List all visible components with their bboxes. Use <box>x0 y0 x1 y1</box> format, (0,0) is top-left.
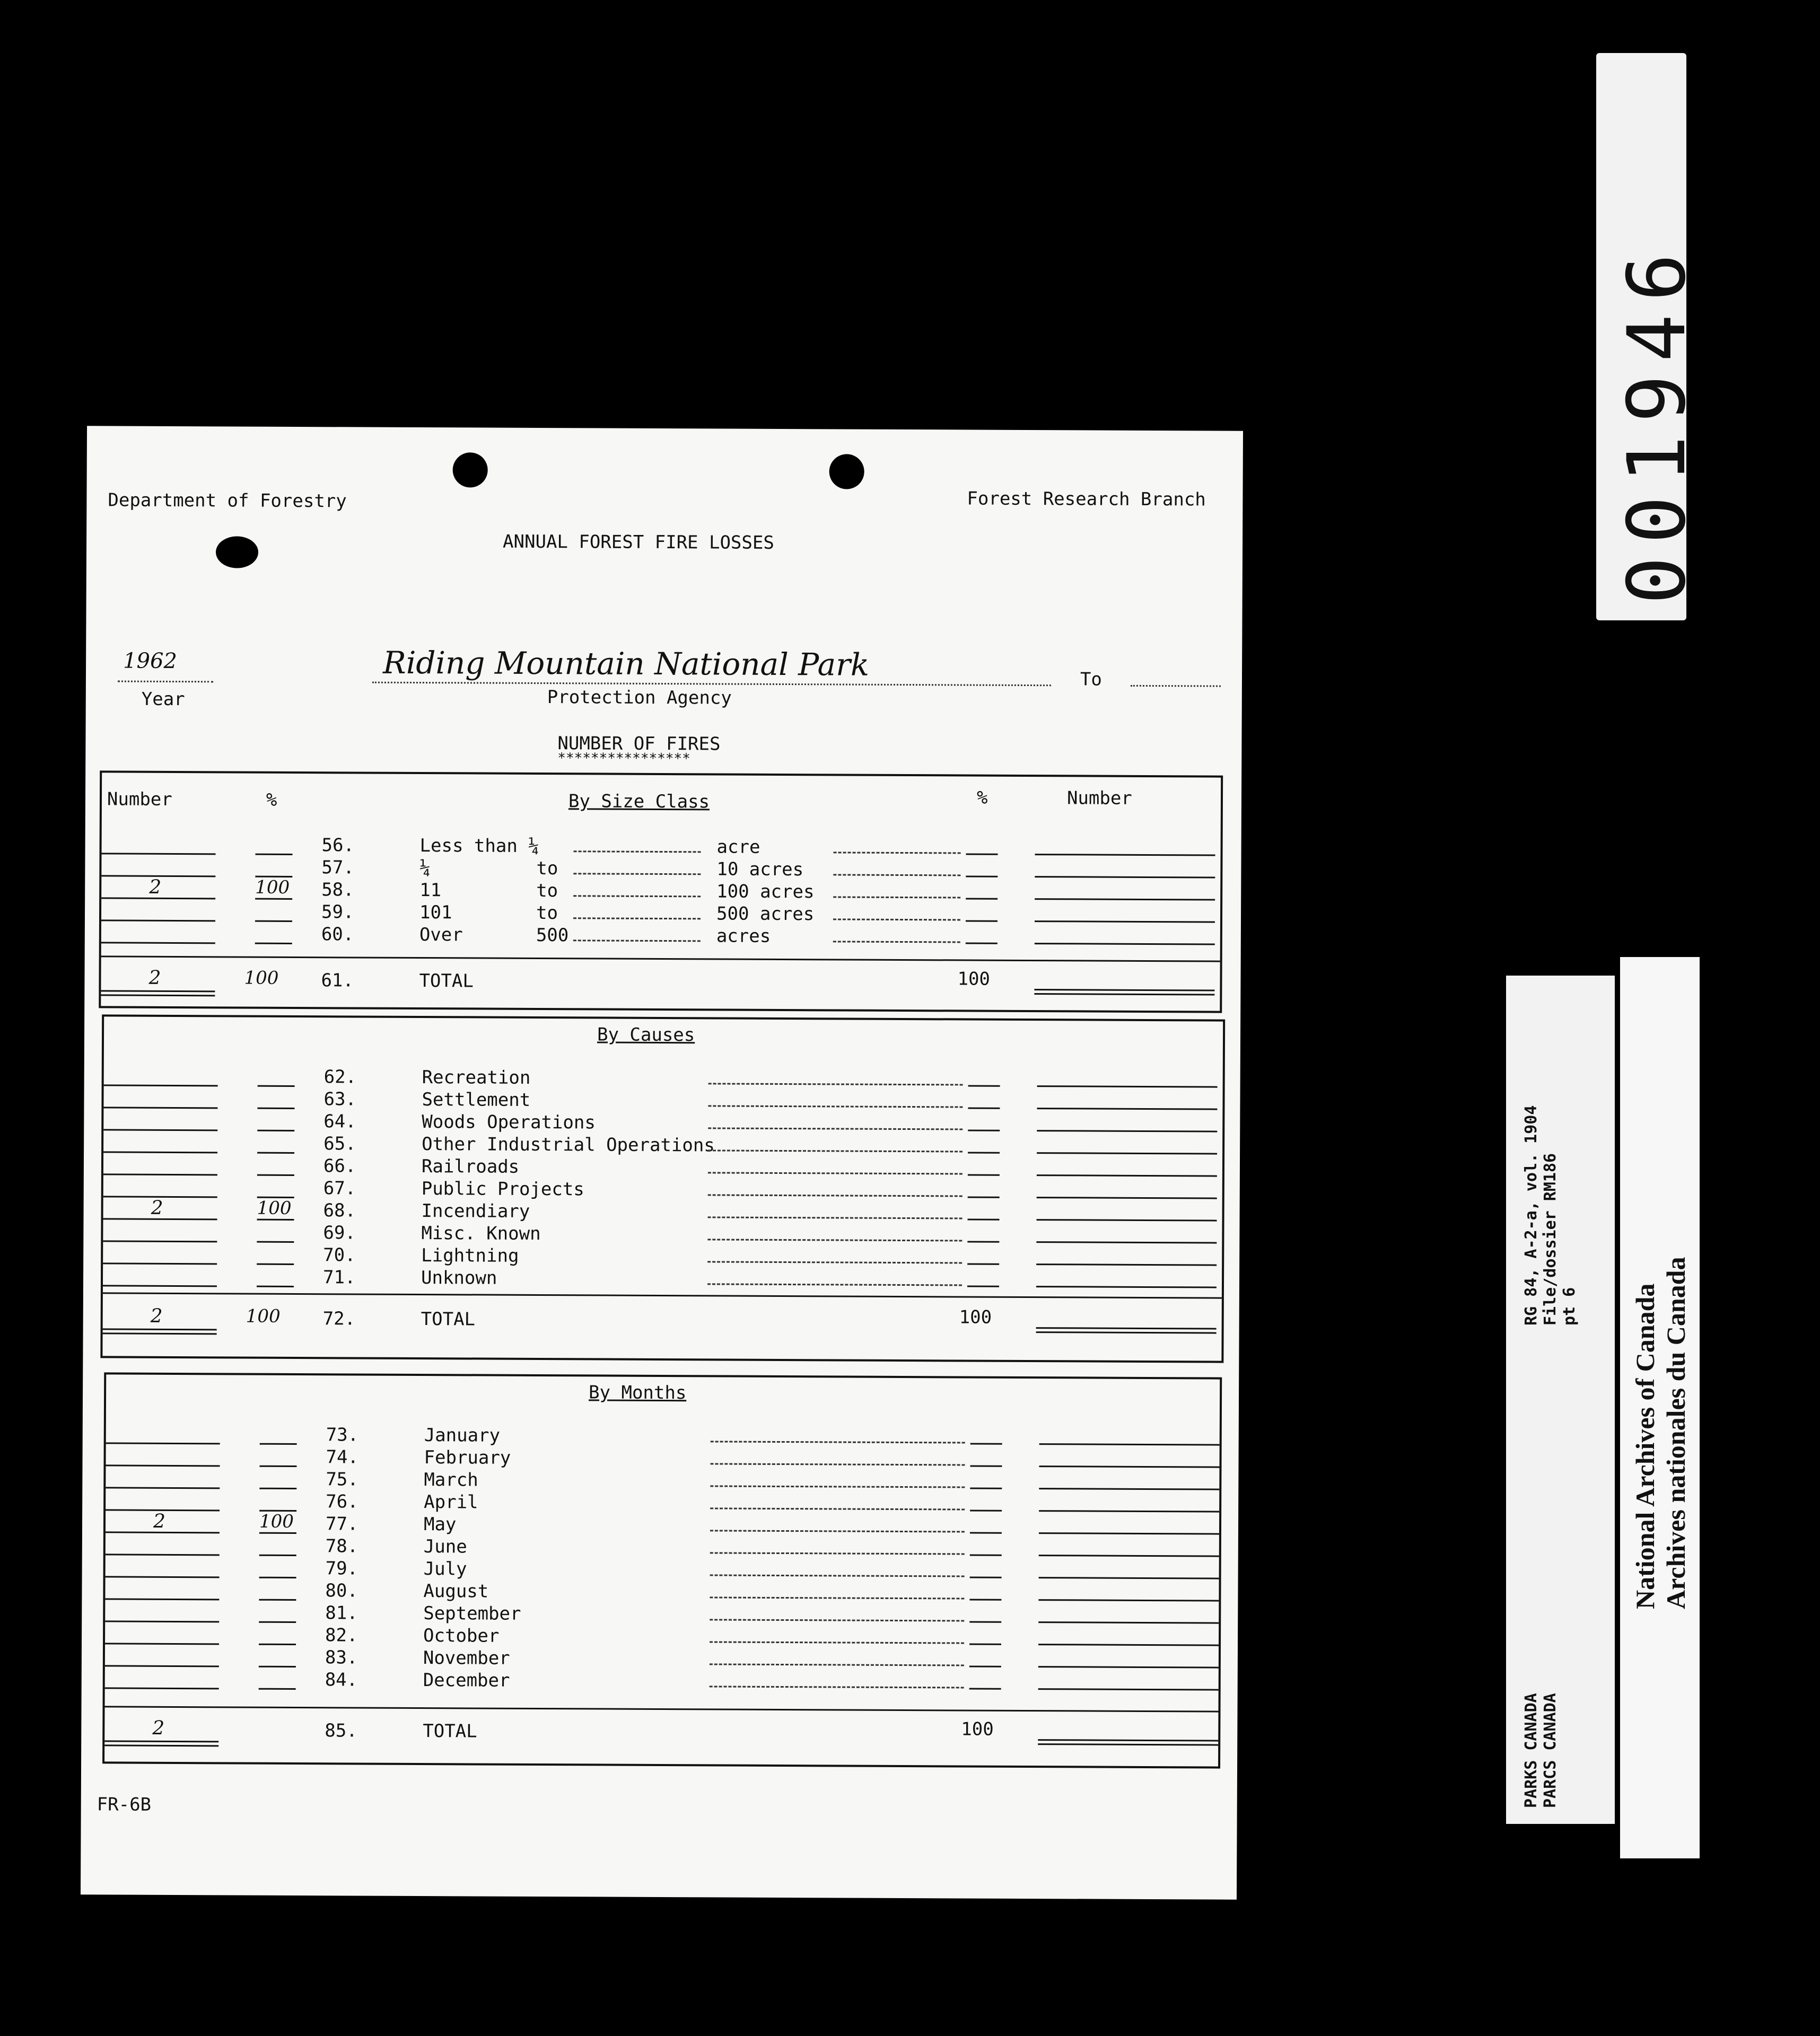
right-number-line <box>1037 1174 1217 1177</box>
right-pct-line <box>968 1152 1000 1154</box>
row-to: to <box>536 880 558 902</box>
row-number: 83. <box>325 1647 358 1669</box>
form-title: ANNUAL FOREST FIRE LOSSES <box>503 531 774 554</box>
number-blank-line <box>106 1442 220 1444</box>
pct-blank-line <box>257 1174 294 1176</box>
ref-line-3: pt 6 <box>1560 1287 1579 1326</box>
right-pct-line <box>969 1688 1001 1690</box>
right-pct-line <box>970 1532 1002 1534</box>
row-label: November <box>423 1647 510 1669</box>
archives-en: National Archives of Canada <box>1630 1283 1660 1609</box>
number-blank-line <box>103 1285 217 1287</box>
row-range-end: 100 acres <box>716 881 815 903</box>
national-archives-label <box>1620 957 1700 1858</box>
pct-blank-line <box>257 1130 294 1131</box>
right-pct-line <box>969 1621 1001 1623</box>
row-label: July <box>423 1558 467 1580</box>
right-number-line <box>1037 1152 1217 1154</box>
right-pct-line <box>968 1130 1000 1131</box>
row-number: 80. <box>325 1580 358 1602</box>
punch-hole-right <box>829 454 864 489</box>
row-number: 69. <box>323 1222 356 1244</box>
leader-dashes <box>710 1485 965 1488</box>
row-label: 101 <box>419 902 452 924</box>
ink-blot <box>216 536 258 568</box>
number-blank-line <box>101 919 215 922</box>
row-label: Recreation <box>422 1067 531 1089</box>
right-number-line <box>1039 1555 1219 1557</box>
row-label: Lightning <box>421 1245 519 1267</box>
number-blank-line <box>105 1687 219 1689</box>
total-number-line <box>1036 1331 1217 1333</box>
leader-dashes <box>708 1105 962 1108</box>
leader-dashes <box>708 1149 962 1152</box>
total-label: TOTAL <box>421 1309 476 1330</box>
number-blank-line <box>103 1107 217 1109</box>
right-number-line <box>1035 876 1215 878</box>
leader-dashes <box>833 874 960 876</box>
agency-value: Riding Mountain National Park <box>382 644 870 683</box>
col-header-pct-left: % <box>266 789 277 811</box>
pct-blank-line <box>259 1555 296 1556</box>
total-pct-value: 100 <box>246 1305 281 1327</box>
total-right-pct: 100 <box>959 1306 992 1328</box>
header-branch: Forest Research Branch <box>967 488 1206 511</box>
leader-dashes <box>710 1686 964 1688</box>
to-dots <box>1131 685 1221 687</box>
right-pct-line <box>968 1085 1000 1087</box>
leader-dashes <box>708 1127 962 1130</box>
right-number-line <box>1037 1130 1217 1132</box>
leader-dashes <box>708 1172 962 1174</box>
row-label: December <box>423 1670 510 1691</box>
right-number-line <box>1037 1085 1218 1087</box>
total-number-line <box>1034 993 1214 995</box>
pct-blank-line <box>259 1599 296 1601</box>
leader-dashes <box>833 941 960 943</box>
leader-dashes <box>573 917 701 919</box>
total-divider <box>101 955 1220 962</box>
row-to: to <box>536 902 558 924</box>
size-class-section <box>99 770 1223 1013</box>
right-number-line <box>1038 1644 1219 1646</box>
year-dots <box>118 681 213 683</box>
right-pct-line <box>968 1219 1000 1221</box>
right-number-line <box>1039 1443 1220 1445</box>
row-label: January <box>424 1425 501 1446</box>
row-number: 67. <box>323 1178 356 1199</box>
right-number-line <box>1039 1577 1219 1579</box>
total-count-value: 2 <box>152 1717 165 1739</box>
row-label: Incendiary <box>421 1200 530 1222</box>
pct-blank-line <box>259 1488 296 1489</box>
total-count-line <box>103 1332 217 1335</box>
number-blank-line <box>105 1665 219 1667</box>
number-blank-line <box>103 1262 217 1265</box>
row-label: ¼ <box>419 857 431 879</box>
number-blank-line <box>103 1240 217 1242</box>
causes-section <box>100 1014 1225 1363</box>
agency-label: Protection Agency <box>547 687 732 709</box>
pct-blank-line <box>259 1532 296 1534</box>
right-pct-line <box>970 1488 1002 1489</box>
parks-canada-fr: PARCS CANADA <box>1541 1693 1560 1808</box>
total-count-line <box>101 990 215 992</box>
row-label: Other Industrial Operations <box>422 1134 715 1156</box>
right-number-line <box>1035 920 1215 923</box>
right-pct-line <box>970 1577 1002 1578</box>
right-pct-line <box>970 1555 1002 1556</box>
row-number: 75. <box>326 1469 358 1490</box>
row-count-value: 2 <box>149 876 162 898</box>
row-number: 68. <box>323 1200 356 1222</box>
right-number-line <box>1039 1510 1219 1512</box>
total-right-pct: 100 <box>961 1718 994 1740</box>
right-pct-line <box>966 920 998 922</box>
leader-dashes <box>573 873 701 875</box>
pct-blank-line <box>256 854 293 855</box>
row-number: 84. <box>325 1669 358 1691</box>
row-label: Railroads <box>421 1156 520 1178</box>
year-label: Year <box>141 688 185 710</box>
row-number: 79. <box>325 1558 358 1579</box>
row-label: February <box>424 1447 511 1469</box>
leader-dashes <box>710 1574 965 1577</box>
right-number-line <box>1037 1219 1217 1221</box>
leader-dashes <box>710 1552 965 1555</box>
total-divider <box>105 1706 1219 1712</box>
leader-dashes <box>708 1194 962 1197</box>
fire-loss-form <box>81 426 1243 1899</box>
row-count-value: 2 <box>153 1510 166 1532</box>
right-number-line <box>1039 1532 1219 1534</box>
section-title-causes: By Causes <box>597 1024 695 1046</box>
leader-dashes <box>710 1507 965 1510</box>
total-number-line <box>1038 1739 1218 1741</box>
number-blank-line <box>106 1576 220 1578</box>
right-number-line <box>1037 1108 1217 1110</box>
total-count-value: 2 <box>148 967 161 989</box>
row-range-end: 10 acres <box>716 858 804 881</box>
row-to: to <box>536 857 558 880</box>
row-number: 60. <box>321 924 354 945</box>
number-blank-line <box>106 1464 220 1467</box>
row-label: October <box>423 1625 500 1647</box>
right-number-line <box>1035 854 1215 856</box>
archive-reference-label <box>1506 976 1615 1824</box>
right-number-line <box>1038 1599 1219 1601</box>
number-blank-line <box>105 1620 219 1622</box>
leader-dashes <box>710 1596 964 1599</box>
right-number-line <box>1036 1241 1217 1243</box>
leader-dashes <box>710 1530 965 1532</box>
number-blank-line <box>103 1151 217 1153</box>
year-value: 1962 <box>123 648 178 674</box>
row-number: 58. <box>321 879 354 901</box>
row-number: 77. <box>325 1513 358 1535</box>
pct-blank-line <box>257 1241 294 1243</box>
right-pct-line <box>967 1263 999 1265</box>
number-blank-line <box>105 1643 219 1645</box>
row-number: 70. <box>323 1244 356 1266</box>
ref-line-1: RG 84, A-2-a, vol. 1904 <box>1522 1105 1541 1326</box>
row-number: 76. <box>326 1491 358 1513</box>
leader-dashes <box>711 1441 965 1443</box>
total-right-pct: 100 <box>957 968 991 990</box>
row-number: 59. <box>321 901 354 923</box>
pct-blank-line <box>258 1085 295 1087</box>
leader-dashes <box>711 1463 965 1465</box>
total-count-line <box>104 1744 218 1747</box>
heading-stars: **************** <box>557 750 690 767</box>
right-number-line <box>1039 1465 1220 1468</box>
right-pct-line <box>968 1174 1000 1176</box>
total-count-value: 2 <box>150 1305 163 1327</box>
pct-blank-line <box>259 1666 296 1668</box>
pct-blank-line <box>259 1688 296 1690</box>
leader-dashes <box>573 895 701 897</box>
archives-fr: Archives nationales du Canada <box>1661 1257 1691 1609</box>
pct-blank-line <box>255 920 292 922</box>
row-label: March <box>424 1469 478 1491</box>
row-number: 63. <box>323 1089 357 1110</box>
right-pct-line <box>966 942 998 944</box>
leader-dashes <box>708 1083 963 1085</box>
to-label: To <box>1080 669 1102 690</box>
months-section <box>102 1372 1222 1768</box>
leader-dashes <box>833 918 960 920</box>
row-label: Misc. Known <box>421 1223 541 1245</box>
pct-blank-line <box>259 1644 296 1645</box>
number-blank-line <box>104 1084 218 1086</box>
row-number: 81. <box>325 1602 358 1624</box>
punch-hole-left <box>453 452 488 487</box>
col-header-number-left: Number <box>107 788 172 810</box>
right-pct-line <box>967 1241 999 1243</box>
row-number: 78. <box>325 1535 358 1557</box>
right-number-line <box>1038 1666 1219 1668</box>
leader-dashes <box>708 1216 962 1219</box>
row-label: Unknown <box>421 1267 497 1289</box>
row-pct-value: 100 <box>255 876 290 898</box>
total-number: 72. <box>322 1308 356 1330</box>
row-number: 56. <box>321 835 355 856</box>
row-label: May <box>423 1514 457 1535</box>
leader-dashes <box>707 1239 962 1241</box>
total-count-line <box>104 1740 218 1742</box>
right-number-line <box>1039 1488 1219 1490</box>
row-label: June <box>423 1536 467 1558</box>
pct-blank-line <box>257 1286 294 1287</box>
right-number-line <box>1037 1197 1217 1199</box>
total-number-line <box>1034 989 1214 991</box>
leader-dashes <box>834 852 961 854</box>
pct-blank-line <box>259 1621 296 1623</box>
right-number-line <box>1035 943 1215 945</box>
right-pct-line <box>966 853 998 855</box>
section-title-months: By Months <box>589 1382 687 1404</box>
row-label: Less than ¼ <box>419 835 539 857</box>
pct-blank-line <box>257 1263 294 1265</box>
right-pct-line <box>969 1644 1001 1645</box>
row-count-value: 2 <box>151 1197 163 1219</box>
header-department: Department of Forestry <box>108 489 347 512</box>
row-number: 66. <box>323 1155 356 1177</box>
leader-dashes <box>574 850 701 853</box>
number-blank-line <box>105 1598 219 1600</box>
row-range-end: acre <box>716 836 760 858</box>
leader-dashes <box>710 1641 964 1644</box>
total-label: TOTAL <box>419 970 474 992</box>
right-number-line <box>1038 1621 1219 1623</box>
row-number: 82. <box>325 1625 358 1646</box>
row-number: 73. <box>326 1424 359 1446</box>
total-pct-value: 100 <box>244 967 279 989</box>
pct-blank-line <box>257 1219 294 1221</box>
total-number: 85. <box>325 1720 357 1742</box>
right-pct-line <box>966 875 998 877</box>
right-number-line <box>1038 1688 1219 1690</box>
row-to: 500 <box>536 924 569 946</box>
leader-dashes <box>710 1619 964 1621</box>
frame-number: 001946 <box>1611 241 1703 604</box>
total-label: TOTAL <box>423 1721 477 1742</box>
number-blank-line <box>103 1173 217 1175</box>
leader-dashes <box>710 1663 964 1666</box>
right-number-line <box>1036 1286 1217 1288</box>
right-pct-line <box>966 898 998 899</box>
right-pct-line <box>970 1510 1002 1512</box>
leader-dashes <box>573 940 701 942</box>
right-pct-line <box>967 1286 999 1287</box>
total-number-line <box>1036 1327 1217 1329</box>
col-header-number-right: Number <box>1066 787 1132 809</box>
row-number: 74. <box>326 1446 359 1468</box>
row-number: 71. <box>322 1267 356 1288</box>
pct-blank-line <box>257 1108 294 1109</box>
row-number: 62. <box>323 1066 357 1088</box>
pct-blank-line <box>260 1443 297 1445</box>
agency-dots <box>372 682 1051 687</box>
section-title-size: By Size Class <box>568 791 710 813</box>
number-of-fires-heading: NUMBER OF FIRES <box>557 733 721 755</box>
right-pct-line <box>970 1443 1002 1445</box>
right-pct-line <box>968 1108 1000 1109</box>
row-label: Over <box>419 924 463 946</box>
ref-line-2: File/dossier RM186 <box>1541 1153 1560 1326</box>
row-number: 65. <box>323 1133 356 1155</box>
number-blank-line <box>106 1487 220 1489</box>
parks-canada-en: PARKS CANADA <box>1522 1693 1541 1808</box>
total-count-line <box>103 1328 217 1330</box>
row-label: Settlement <box>422 1089 531 1111</box>
row-label: September <box>423 1603 521 1625</box>
row-label: April <box>424 1491 478 1513</box>
frame-number-strip <box>1596 53 1703 620</box>
right-pct-line <box>969 1666 1001 1668</box>
leader-dashes <box>707 1261 962 1263</box>
row-label: 11 <box>419 880 442 901</box>
number-blank-line <box>102 853 216 855</box>
row-number: 64. <box>323 1111 356 1133</box>
total-divider <box>103 1292 1222 1298</box>
row-pct-value: 100 <box>259 1511 294 1532</box>
right-pct-line <box>970 1465 1002 1467</box>
right-pct-line <box>968 1197 1000 1198</box>
right-number-line <box>1035 898 1215 900</box>
number-blank-line <box>103 1129 217 1131</box>
total-number: 61. <box>321 970 354 991</box>
form-code: FR-6B <box>97 1794 152 1815</box>
row-number: 57. <box>321 857 354 879</box>
number-blank-line <box>106 1554 220 1556</box>
leader-dashes <box>707 1283 962 1286</box>
total-count-line <box>101 994 215 996</box>
col-header-pct-right: % <box>976 787 988 809</box>
row-label: Woods Operations <box>422 1111 596 1134</box>
row-label: Public Projects <box>421 1178 584 1200</box>
pct-blank-line <box>255 898 292 900</box>
pct-blank-line <box>259 1465 296 1467</box>
leader-dashes <box>833 896 960 898</box>
row-pct-value: 100 <box>257 1197 292 1219</box>
right-number-line <box>1036 1263 1217 1266</box>
row-label: August <box>423 1581 489 1602</box>
row-range-end: acres <box>716 925 771 947</box>
pct-blank-line <box>259 1577 296 1578</box>
total-number-line <box>1038 1743 1218 1745</box>
row-range-end: 500 acres <box>716 903 815 925</box>
pct-blank-line <box>257 1152 294 1154</box>
right-pct-line <box>969 1599 1001 1601</box>
pct-blank-line <box>255 943 292 944</box>
number-blank-line <box>101 942 215 944</box>
